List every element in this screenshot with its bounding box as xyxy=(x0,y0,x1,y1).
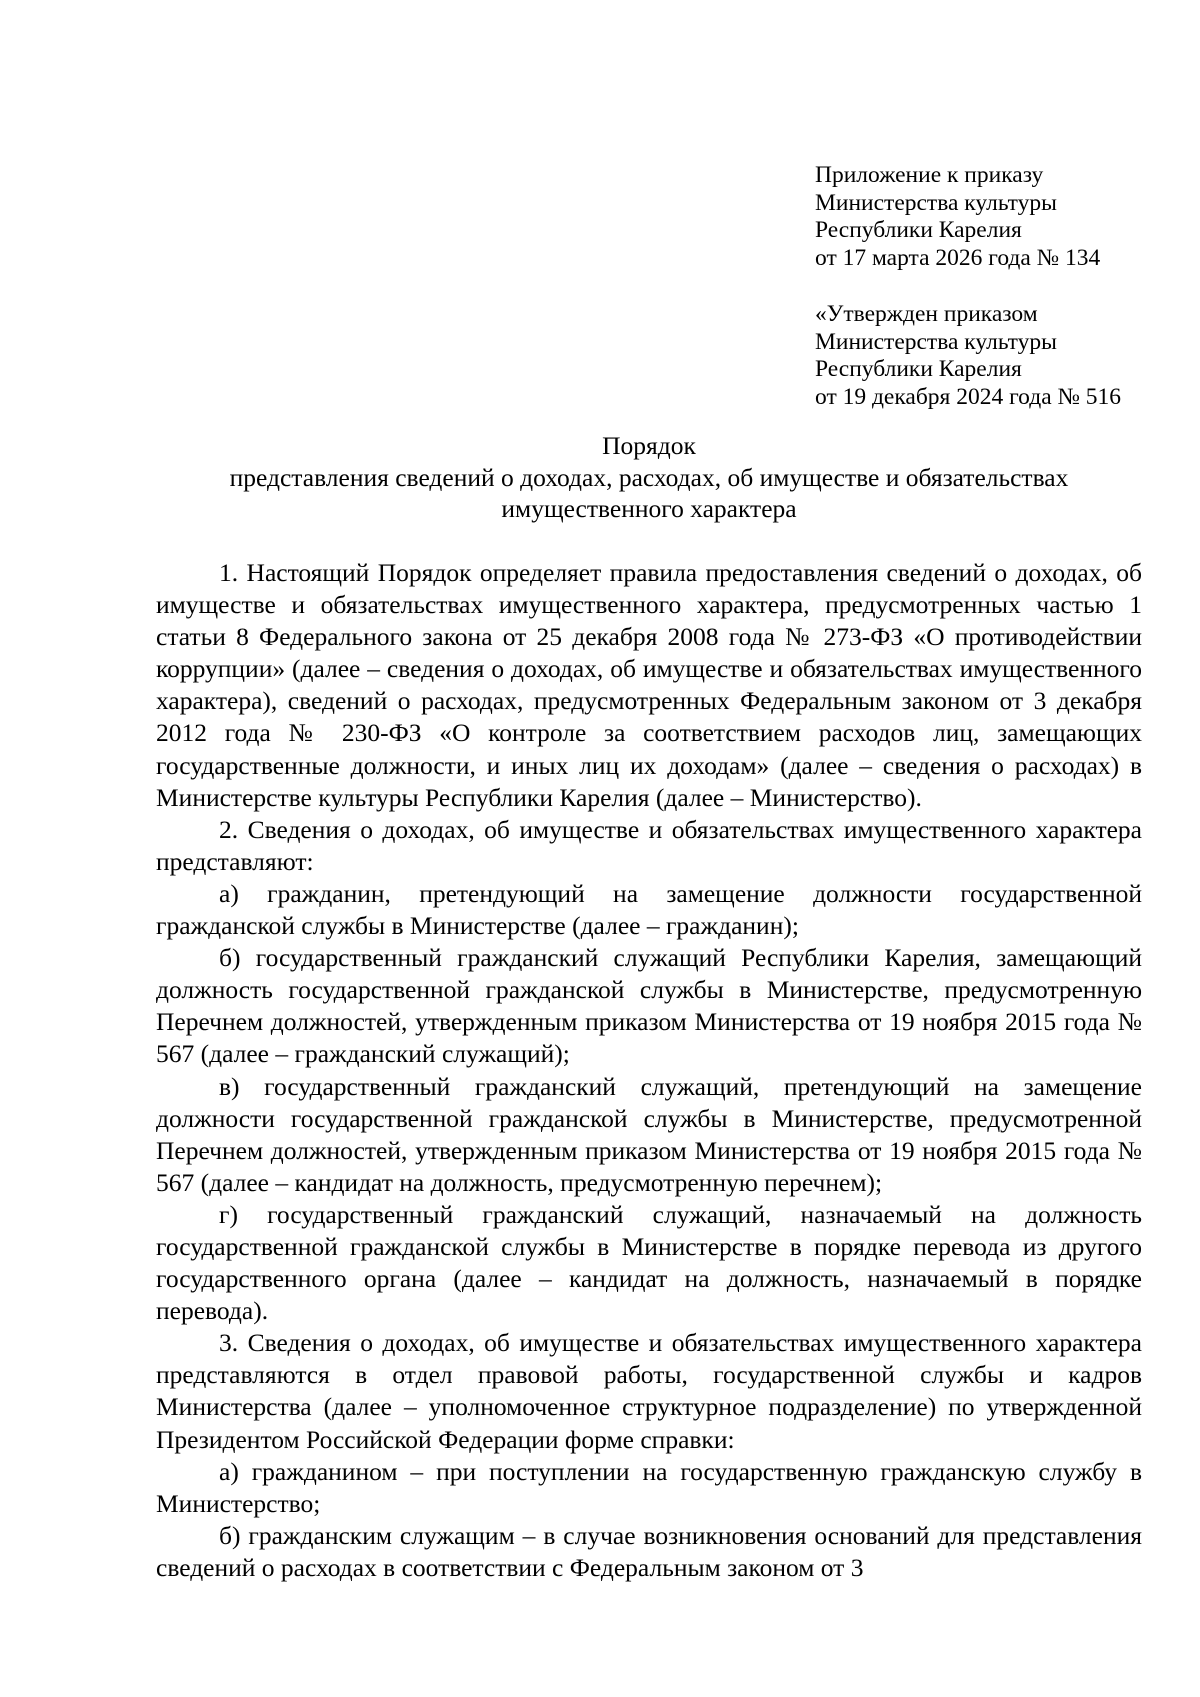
approval-line: Республики Карелия xyxy=(815,217,1022,243)
approved-line: Республики Карелия xyxy=(815,356,1022,382)
approved-line: Министерства культуры xyxy=(815,328,1057,355)
paragraph: 1. Настоящий Порядок определяет правила предоставления сведений о доходах, об имуществе и обязательствах имущественного характера, предусмотренных частью 1 статьи 8 Федерального закона от 25 декабря 2008 года № 273-ФЗ «О противодействии коррупции» (далее – сведения о доходах, об имуществе и обязательствах имущественного характера), сведений о расходах, предусмотренных Федеральным законом от 3 декабря 2012 года № 230-ФЗ «О контроле за соответствием расходов лиц, замещающих государственные должности, и иных лиц их доходам» (далее – сведения о расходах) в Министерстве культуры Республики Карелия (далее – Министерство). xyxy=(156,558,1142,812)
approval-line: Министерства культуры xyxy=(815,189,1057,216)
paragraph: б) гражданским служащим – в случае возникновения оснований для представления сведений о расходах в соответствии с Федеральным законом от 3 xyxy=(156,1520,1142,1582)
document-subtitle: представления сведений о доходах, расходах, об имуществе и обязательствах имущественного характера xyxy=(229,463,1069,523)
paragraph: б) государственный гражданский служащий Республики Карелия, замещающий должность государственной гражданской службы в Министерстве, предусмотренную Перечнем должностей, утвержденным приказом Министерства от 19 ноября 2015 года № 567 (далее – гражданский служащий); xyxy=(156,943,1142,1069)
approval-line: Приложение к приказу xyxy=(815,162,1044,188)
paragraph: а) гражданином – при поступлении на государственную гражданскую службу в Министерство; xyxy=(156,1456,1142,1518)
approval-reference-block xyxy=(815,162,1175,272)
document-body xyxy=(156,557,1142,1584)
approved-reference-block xyxy=(815,301,1175,411)
paragraph: в) государственный гражданский служащий, претендующий на замещение должности государственной гражданской службы в Министерстве, предусмотренной Перечнем должностей, утвержденным приказом Министерства от 19 ноября 2015 года № 567 (далее – кандидат на должность, предусмотренную перечнем); xyxy=(156,1071,1142,1197)
paragraph: 3. Сведения о доходах, об имуществе и обязательствах имущественного характера представляются в отдел правовой работы, государственной службы и кадров Министерства (далее – уполномоченное структурное подразделение) по утвержденной Президентом Российской Федерации форме справки: xyxy=(156,1328,1142,1454)
paragraph: 2. Сведения о доходах, об имуществе и обязательствах имущественного характера представляют: xyxy=(156,814,1142,876)
approved-line: «Утвержден приказом xyxy=(815,301,1038,327)
document-title: Порядок xyxy=(602,431,696,460)
approved-line: от 19 декабря 2024 года № 516 xyxy=(815,383,1122,410)
paragraph: г) государственный гражданский служащий, назначаемый на должность государственной гражданской службы в Министерстве в порядке перевода из другого государственного органа (далее – кандидат на должность, назначаемый в порядке перевода). xyxy=(156,1199,1142,1326)
approval-line: от 17 марта 2026 года № 134 xyxy=(815,244,1101,271)
paragraph: а) гражданин, претендующий на замещение должности государственной гражданской службы в Министерстве (далее – гражданин); xyxy=(156,878,1142,941)
